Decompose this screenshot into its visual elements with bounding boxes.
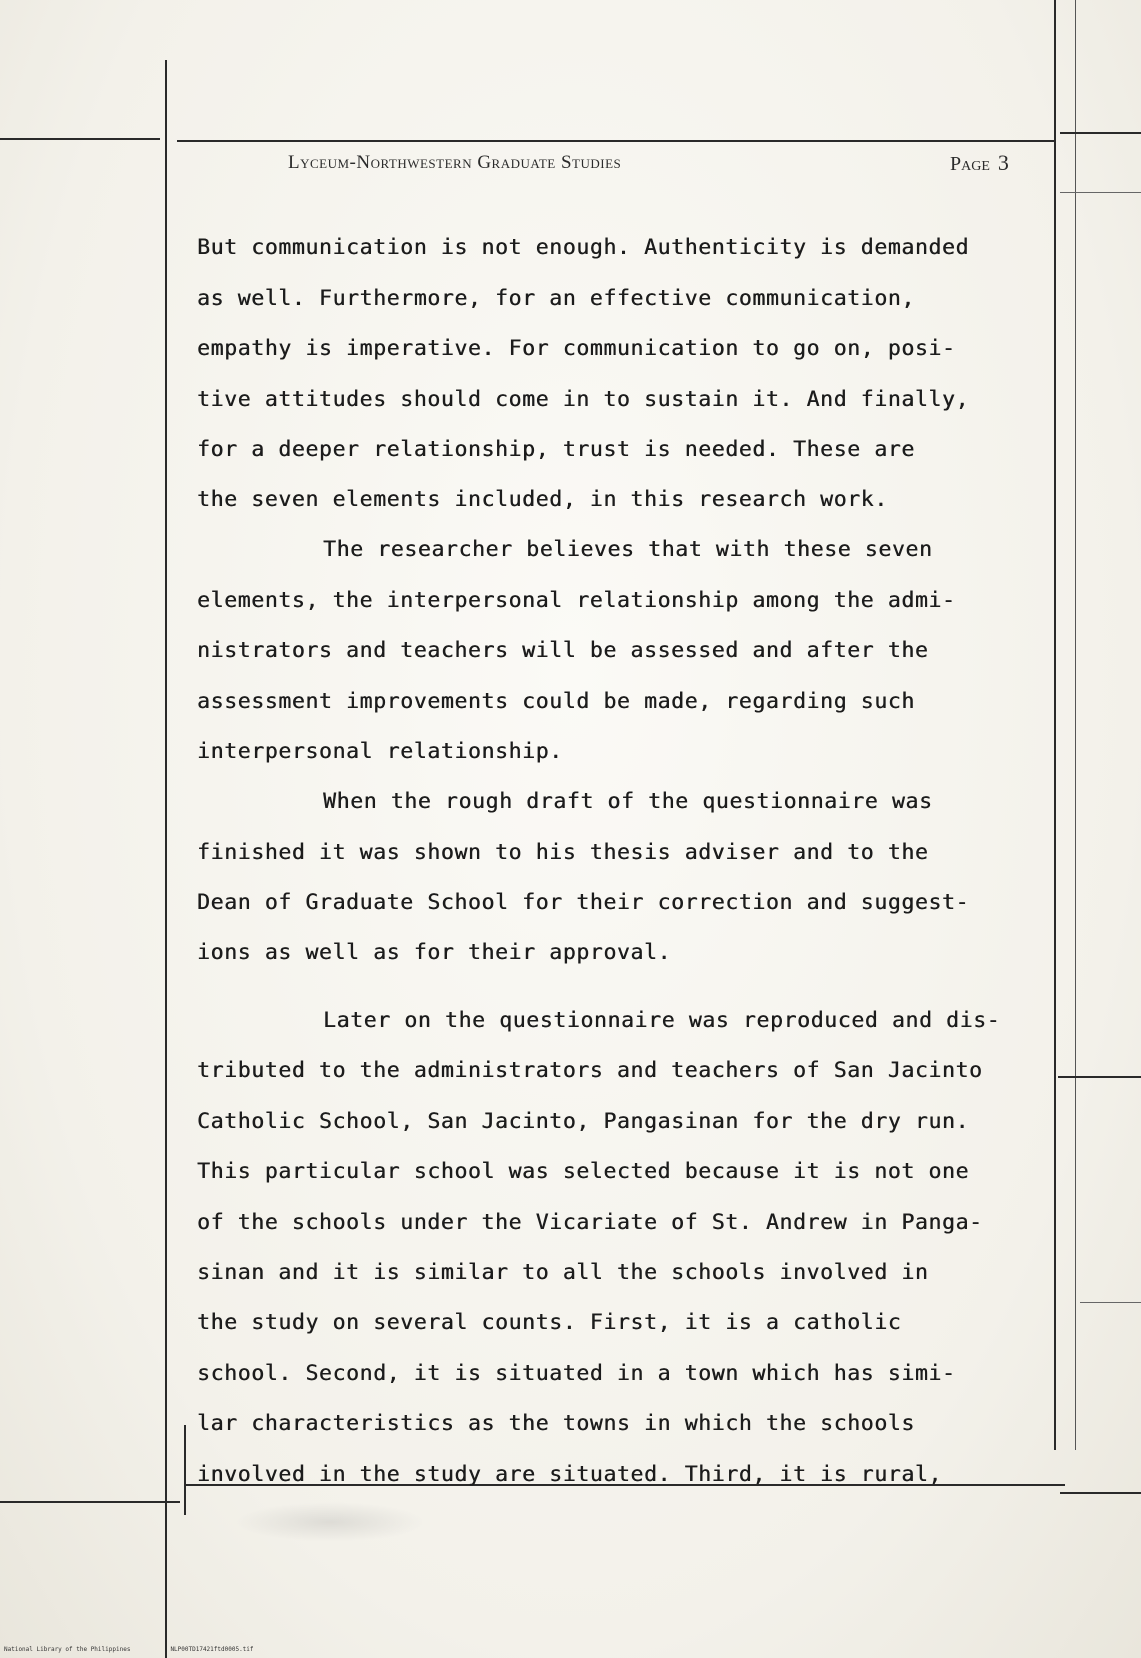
body-line: interpersonal relationship. [197,739,563,764]
body-line: But communication is not enough. Authenticity is demanded [197,235,970,260]
body-line: Later on the questionnaire was reproduced and dis- [323,1008,1001,1033]
footer-source: National Library of the Philippines [4,1646,131,1653]
body-line: finished it was shown to his thesis adviser and to the [197,840,929,865]
left-margin-rule-inner [184,1425,186,1515]
header-top-rule [0,138,160,140]
body-line: lar characteristics as the towns in which the schools [197,1411,915,1436]
side-rule-right [1058,1076,1141,1078]
running-header-title: Lyceum-Northwestern Graduate Studies [288,152,622,173]
body-line: Dean of Graduate School for their correction and suggest- [197,890,970,915]
page-number: 3 [997,150,1009,175]
body-line: the study on several counts. First, it is a catholic [197,1310,902,1335]
body-line: nistrators and teachers will be assessed and after the [197,638,929,663]
footer-rule-left [0,1501,180,1503]
scan-smudge [235,1502,425,1542]
right-edge-rule [1075,0,1076,1450]
body-line: ions as well as for their approval. [197,940,672,965]
body-line: tive attitudes should come in to sustain it. And finally, [197,387,970,412]
body-line: of the schools under the Vicariate of St. Andrew in Panga- [197,1210,983,1235]
right-margin-rule [1054,0,1056,1450]
body-line: sinan and it is similar to all the schools involved in [197,1260,929,1285]
side-rule-right-2 [1080,1302,1141,1303]
left-margin-rule [165,60,167,1658]
body-line: assessment improvements could be made, regarding such [197,689,915,714]
page-label: Page [950,153,990,175]
body-line: school. Second, it is situated in a town which has simi- [197,1361,956,1386]
body-line: tributed to the administrators and teachers of San Jacinto [197,1058,983,1083]
body-line: This particular school was selected because it is not one [197,1159,970,1184]
footer-filename: NLP00TD17421ftd0005.tif [170,1646,254,1653]
body-line: for a deeper relationship, trust is needed. These are [197,437,915,462]
header-right-rule [1060,132,1141,134]
header-rule [177,140,1054,142]
body-line: involved in the study are situated. Third, it is rural, [197,1462,942,1487]
body-line: The researcher believes that with these seven [323,537,933,562]
scan-footer [4,1646,254,1653]
body-line: elements, the interpersonal relationship among the admi- [197,588,956,613]
body-line: the seven elements included, in this research work. [197,487,888,512]
body-line: as well. Furthermore, for an effective communication, [197,286,915,311]
body-line: When the rough draft of the questionnaire was [323,789,933,814]
footer-rule-right [1060,1492,1141,1494]
page-number-header [950,150,1009,176]
body-line: empathy is imperative. For communication to go on, posi- [197,336,956,361]
body-line: Catholic School, San Jacinto, Pangasinan for the dry run. [197,1109,970,1134]
header-right-rule-lower [1060,192,1141,193]
